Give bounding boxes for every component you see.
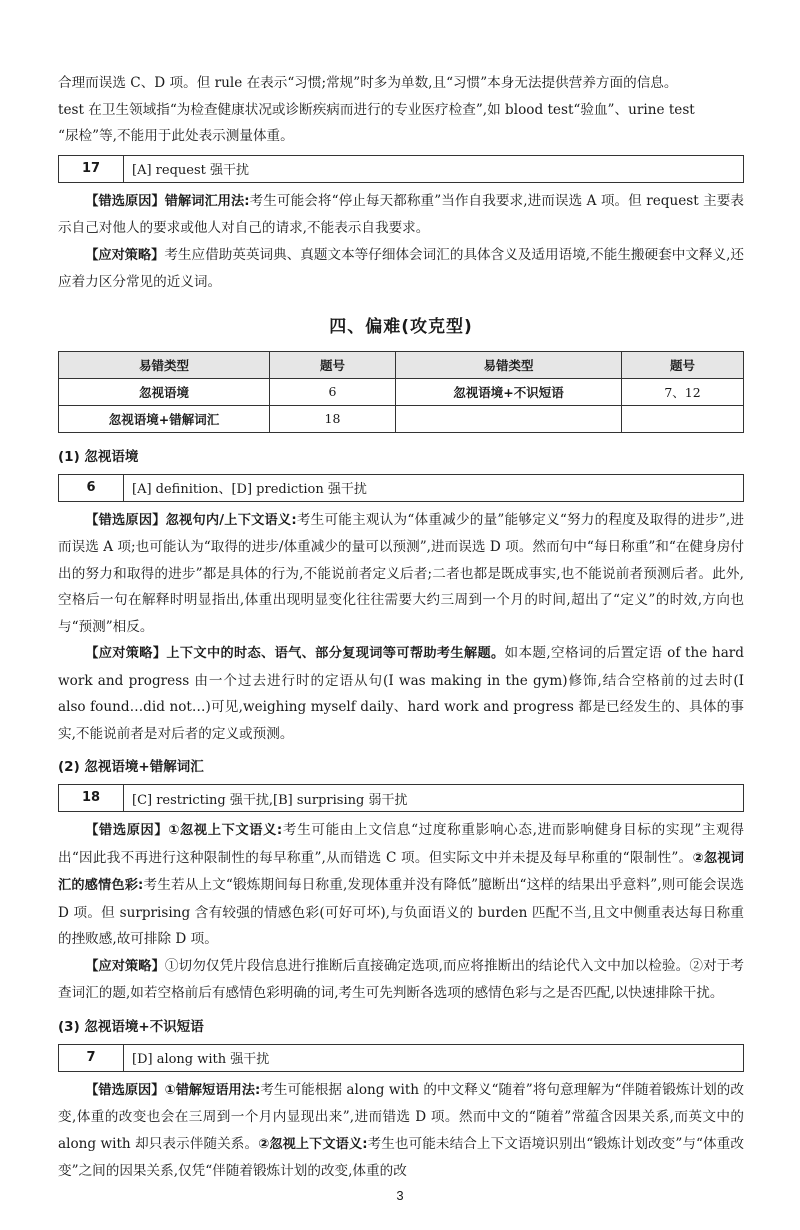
page-content [58, 70, 744, 1185]
table-cell: 忽视语境+不识短语 [396, 378, 622, 405]
error-reason-paragraph: 【错选原因】错解词汇用法:考生可能会将“停止每天都称重”当作自我要求,进而误选 A 项。但 request 主要表示自己对他人的要求或他人对自己的请求,不能表示自我要求。 [58, 192, 744, 236]
item-number: 18 [59, 785, 124, 811]
strategy-paragraph: 【应对策略】考生应借助英英词典、真题文本等仔细体会词汇的具体含义及适用语境,不能生搬硬套中文释义,还应着力区分常见的近义词。 [58, 246, 745, 290]
subsection-title: (3) 忽视语境+不识短语 [58, 1018, 204, 1035]
table-header: 易错类型 [59, 351, 270, 378]
intro-line: 合理而误选 C、D 项。但 rule 在表示“习惯;常规”时多为单数,且“习惯”本身无法提供营养方面的信息。 [58, 75, 678, 91]
table-cell: 忽视语境+错解词汇 [59, 405, 270, 432]
table-cell [396, 405, 622, 432]
error-reason-paragraph: 【错选原因】①错解短语用法:考生可能根据 along with 的中文释义“随着”将句意理解为“伴随着锻炼计划的改变,体重的改变也会在三周到一个月内显现出来”,进而错选 D 项。然而中文的“随着”常蕴含因果关系,而英文中的 along with 却只表示伴随关系。②忽视上下文语义:考生也可能未结合上下文语境识别出“锻炼计划改变”与“体重改变”之间的因果关系,仅凭“伴随着锻炼计划的改变,体重的改 [58, 1081, 745, 1179]
table-header: 易错类型 [396, 351, 622, 378]
table-cell: 忽视语境 [59, 378, 270, 405]
item-label: [A] request 强干扰 [132, 163, 249, 178]
subsection-title: (1) 忽视语境 [58, 448, 139, 465]
strategy-paragraph: 【应对策略】①切勿仅凭片段信息进行推断后直接确定选项,而应将推断出的结论代入文中加以检验。②对于考查词汇的题,如若空格前后有感情色彩明确的词,考生可先判断各选项的感情色彩与之是否匹配,以快速排除干扰。 [58, 957, 744, 1001]
item-number: 17 [59, 156, 124, 182]
intro-line: “尿检”等,不能用于此处表示测量体重。 [58, 128, 294, 144]
item-box-6 [58, 474, 744, 502]
table-row [59, 378, 744, 405]
strategy-paragraph: 【应对策略】上下文中的时态、语气、部分复现词等可帮助考生解题。如本题,空格词的后置定语 of the hard work and progress 由一个过去进行时的定语从句(I was making in the gym)修饰,结合空格前的过去时(I also found…did not…)可见,weighing myself daily、hard work and progress 都是已经发生的、具体的事实,不能说前者是对后者的定义或预测。 [58, 645, 744, 742]
item-number: 7 [59, 1045, 124, 1071]
item-number: 6 [59, 475, 124, 501]
item-box-17 [58, 155, 744, 183]
table-row [59, 405, 744, 432]
error-reason-paragraph: 【错选原因】忽视句内/上下文语义:考生可能主观认为“体重减少的量”能够定义“努力的程度及取得的进步”,进而误选 A 项;也可能认为“取得的进步/体重减少的量可以预测”,进而误选 D 项。然而句中“每日称重”和“在健身房付出的努力和取得的进步”都是具体的行为,不能说前者定义后者;二者也都是既成事实,也不能说前者预测后者。此外,空格后一句在解释时明显指出,体重出现明显变化往往需要大约三周到一个月的时间,超出了“定义”的时效,方向也与“预测”相反。 [58, 511, 745, 635]
table-header: 题号 [622, 351, 744, 378]
table-cell: 18 [270, 405, 396, 432]
item-box-7 [58, 1044, 744, 1072]
item-label: [C] restricting 强干扰,[B] surprising 弱干扰 [132, 792, 408, 808]
error-type-table [58, 351, 744, 433]
item-label: [A] definition、[D] prediction 强干扰 [132, 482, 367, 497]
page-number: 3 [396, 1188, 404, 1203]
error-reason-paragraph: 【错选原因】①忽视上下文语义:考生可能由上文信息“过度称重影响心态,进而影响健身目标的实现”主观得出“因此我不再进行这种限制性的每早称重”,从而错选 C 项。但实际文中并未提及每早称重的“限制性”。②忽视词汇的感情色彩:考生若从上文“锻炼期间每日称重,发现体重并没有降低”臆断出“这样的结果出乎意料”,则可能会误选 D 项。但 surprising 含有较强的情感色彩(可好可坏),与负面语义的 burden 匹配不当,且文中侧重表达每日称重的挫败感,故可排除 D 项。 [58, 822, 745, 947]
subsection-title: (2) 忽视语境+错解词汇 [58, 759, 204, 775]
table-cell: 6 [270, 378, 396, 405]
item-label: [D] along with 强干扰 [132, 1052, 270, 1067]
table-header-row [59, 351, 744, 378]
table-cell [622, 405, 744, 432]
item-box-18 [58, 784, 744, 812]
table-header: 题号 [270, 351, 396, 378]
intro-line: test 在卫生领域指“为检查健康状况或诊断疾病而进行的专业医疗检查”,如 blood test“验血”、urine test [58, 101, 695, 118]
table-cell: 7、12 [622, 378, 744, 405]
section-title: 四、偏难(攻克型) [329, 316, 473, 337]
